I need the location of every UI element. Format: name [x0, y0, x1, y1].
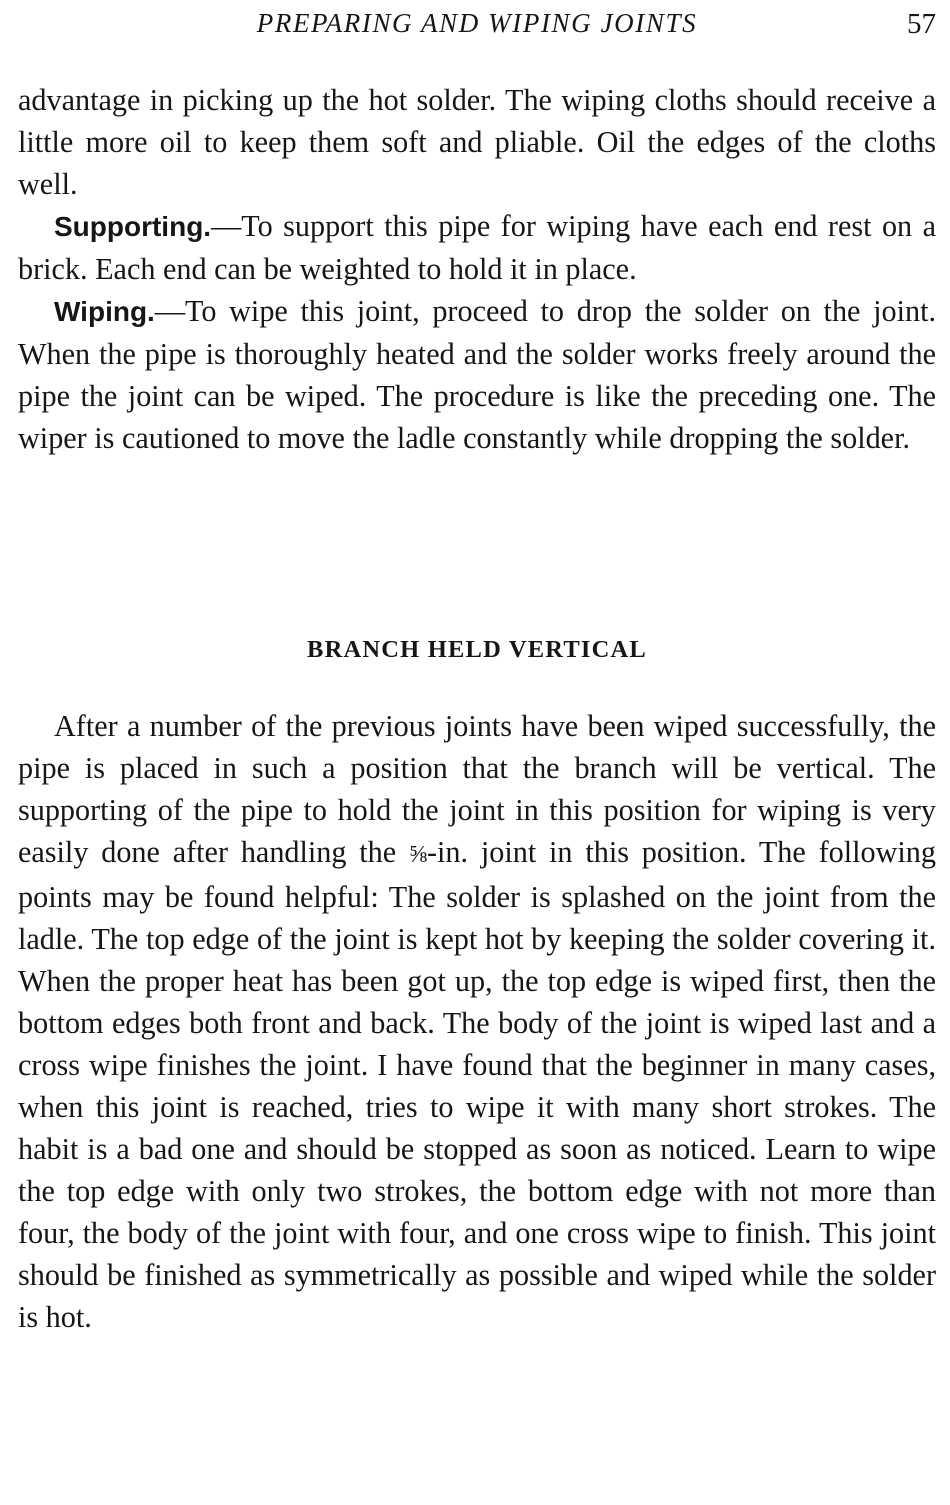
- body-text-top: [18, 79, 936, 459]
- paragraph-wiping: [18, 290, 936, 459]
- fraction: ⅝: [408, 842, 427, 868]
- paragraph-text-a: After a number of the previous joints have been wiped successfully, the pipe is placed in such a position that the branch will be vertical. The supporting of the pipe to hold the joint in this position for wiping is very easily done after handling the: [18, 709, 936, 869]
- section-heading: BRANCH HELD VERTICAL: [307, 636, 647, 663]
- paragraph-text-b: -in. joint in this position. The following points may be found helpful: The solder is splashed on the joint from the ladle. The top edge of the joint is kept hot by keeping the solder covering it. When the proper heat has been got up, the top edge is wiped first, then the bottom edges both front and back. The body of the joint is wiped last and a cross wipe finishes the joint. I have found that the beginner in many cases, when this joint is reached, tries to wipe it with many short strokes. The habit is a bad one and should be stopped as soon as noticed. Learn to wipe the top edge with only two strokes, the bottom edge with not more than four, the body of the joint with four, and one cross wipe to finish. This joint should be finished as symmetrically as possible and wiped while the solder is hot.: [18, 835, 936, 1334]
- paragraph-text: —To wipe this joint, proceed to drop the solder on the joint. When the pipe is thoroughly heated and the solder works freely around the pipe the joint can be wiped. The procedure is like the preceding one. The wiper is cautioned to move the ladle constantly while dropping the solder.: [18, 294, 936, 455]
- paragraph-continued: [18, 79, 936, 205]
- run-in-heading-wiping: Wiping.: [54, 296, 155, 327]
- body-text-section: [18, 705, 936, 1338]
- running-head: [18, 8, 936, 48]
- paragraph-text: advantage in picking up the hot solder. The wiping cloths should receive a little more oil to keep them soft and pliable. Oil the edges of the cloths well.: [18, 83, 936, 201]
- page-number: 57: [907, 8, 936, 40]
- paragraph-supporting: [18, 205, 936, 290]
- paragraph-text: —To support this pipe for wiping have each end rest on a brick. Each end can be weighted to hold it in place.: [18, 209, 936, 286]
- paragraph-branch-vertical: [18, 705, 936, 1338]
- running-title: PREPARING AND WIPING JOINTS: [256, 8, 698, 38]
- run-in-heading-supporting: Supporting.: [54, 211, 212, 242]
